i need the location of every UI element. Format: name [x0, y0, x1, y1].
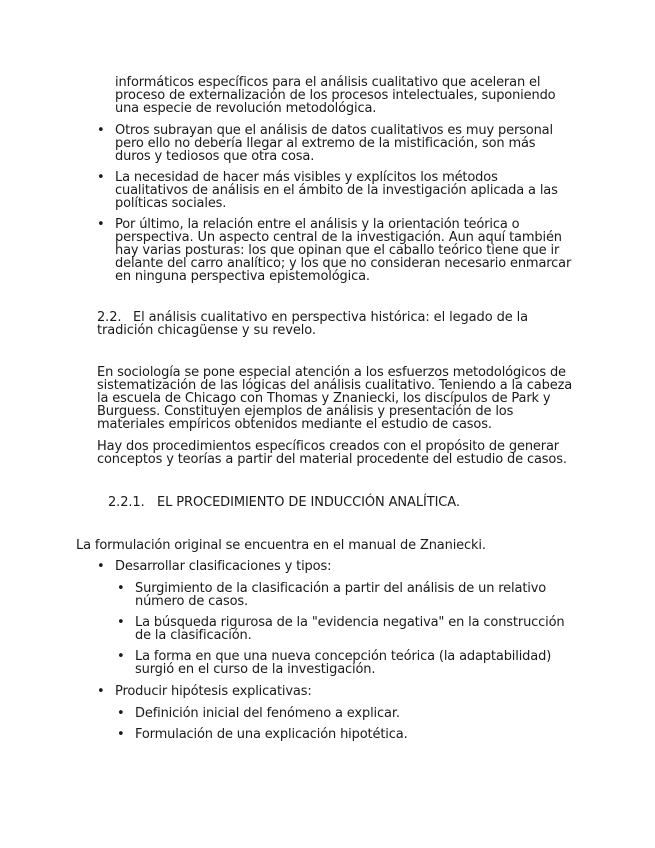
bullet-2-line-2: cualitativos de análisis en el ámbito de la investigación aplicada a las	[115, 183, 558, 198]
bullet-1-line-3: duros y tediosos que otra cosa.	[115, 149, 315, 164]
para-sociology-line-5: materiales empíricos obtenidos mediante el estudio de casos.	[97, 417, 492, 432]
sub-bullet-marker: •	[117, 615, 125, 630]
intro-line-2: proceso de externalización de los procesos intelectuales, suponiendo	[115, 88, 556, 103]
para-formulation: La formulación original se encuentra en el manual de Znaniecki.	[76, 538, 486, 553]
para-procedures-line-2: conceptos y teorías a partir del material procedente del estudio de casos.	[97, 452, 567, 467]
section-2-2-1-title: EL PROCEDIMIENTO DE INDUCCIÓN ANALÍTICA.	[157, 495, 460, 510]
para-sociology-line-4: Burguess. Constituyen ejemplos de análisis y presentación de los	[97, 404, 514, 419]
list-item-hypotheses: Producir hipótesis explicativas:	[115, 684, 312, 699]
section-2-2-1-number: 2.2.1.	[108, 495, 145, 510]
sub-item-2-line-1: La búsqueda rigurosa de la "evidencia negativa" en la construcción	[135, 615, 565, 630]
sub-bullet-marker: •	[117, 706, 125, 721]
sub-item-3-line-1: La forma en que una nueva concepción teórica (la adaptabilidad)	[135, 649, 552, 664]
bullet-3-line-4: delante del carro analítico; y los que no consideran necesario enmarcar	[115, 256, 572, 271]
section-2-2-number: 2.2.	[97, 310, 122, 325]
sub-item-5-line-1: Formulación de una explicación hipotética.	[135, 727, 408, 742]
bullet-1-line-1: Otros subrayan que el análisis de datos cualitativos es muy personal	[115, 123, 553, 138]
section-2-2-title-line-1: El análisis cualitativo en perspectiva histórica: el legado de la	[133, 310, 529, 325]
para-sociology-line-1: En sociología se pone especial atención a los esfuerzos metodológicos de	[97, 365, 566, 380]
sub-bullet-marker: •	[117, 727, 125, 742]
intro-line-3: una especie de revolución metodológica.	[115, 101, 377, 116]
bullet-2-line-3: políticas sociales.	[115, 196, 227, 211]
bullet-marker: •	[97, 123, 105, 138]
bullet-3-line-5: en ninguna perspectiva epistemológica.	[115, 269, 370, 284]
list-item-classifications: Desarrollar clasificaciones y tipos:	[115, 559, 332, 574]
bullet-marker: •	[97, 217, 105, 232]
sub-item-3-line-2: surgió en el curso de la investigación.	[135, 662, 376, 677]
bullet-3-line-1: Por último, la relación entre el análisis y la orientación teórica o	[115, 217, 520, 232]
bullet-2-line-1: La necesidad de hacer más visibles y explícitos los métodos	[115, 170, 498, 185]
bullet-3-line-3: hay varias posturas: los que opinan que el caballo teórico tiene que ir	[115, 243, 560, 258]
sub-item-4-line-1: Definición inicial del fenómeno a explicar.	[135, 706, 400, 721]
para-procedures-line-1: Hay dos procedimientos específicos creados con el propósito de generar	[97, 439, 559, 454]
sub-bullet-marker: •	[117, 649, 125, 664]
intro-line-1: informáticos específicos para el análisis cualitativo que aceleran el	[115, 75, 541, 90]
bullet-3-line-2: perspectiva. Un aspecto central de la investigación. Aun aquí también	[115, 230, 562, 245]
bullet-marker: •	[97, 170, 105, 185]
bullet-1-line-2: pero ello no debería llegar al extremo de la mistificación, son más	[115, 136, 536, 151]
para-sociology-line-2: sistematización de las lógicas del análisis cualitativo. Teniendo a la cabeza	[97, 378, 573, 393]
bullet-marker: •	[97, 559, 105, 574]
sub-item-2-line-2: de la clasificación.	[135, 628, 252, 643]
section-2-2-title-line-2: tradición chicagüense y su revelo.	[97, 323, 316, 338]
sub-item-1-line-2: número de casos.	[135, 594, 249, 609]
sub-item-1-line-1: Surgimiento de la clasificación a partir del análisis de un relativo	[135, 581, 547, 596]
para-sociology-line-3: la escuela de Chicago con Thomas y Znaniecki, los discípulos de Park y	[97, 391, 551, 406]
bullet-marker: •	[97, 684, 105, 699]
sub-bullet-marker: •	[117, 581, 125, 596]
